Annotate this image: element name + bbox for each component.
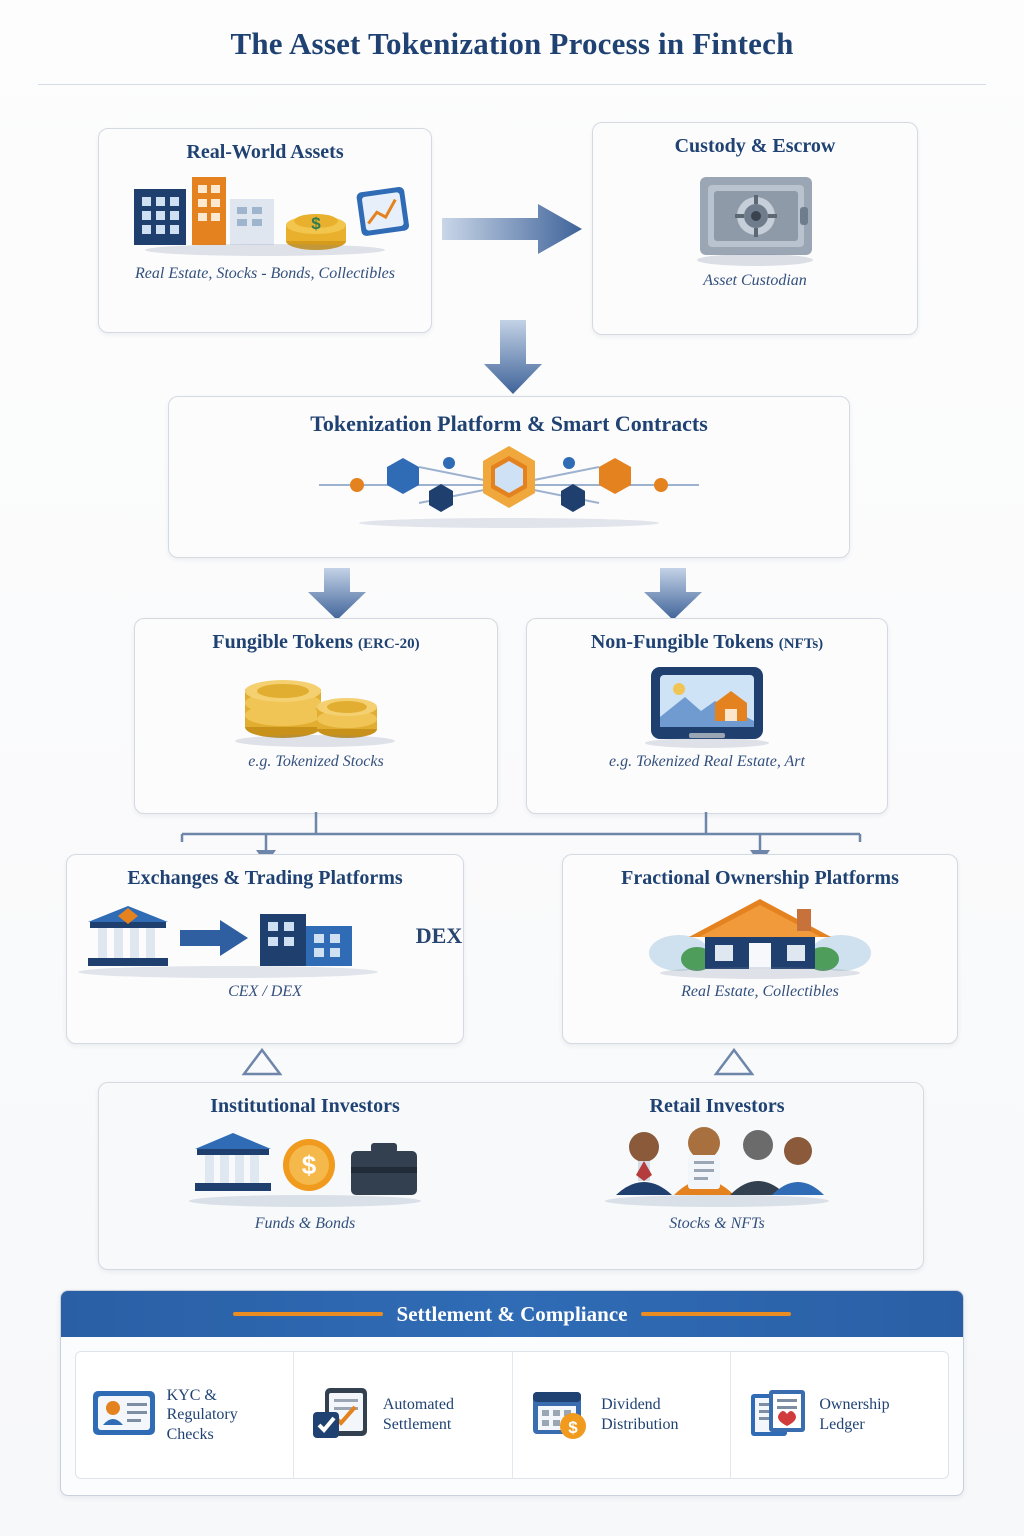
node-title: Institutional Investors	[210, 1095, 400, 1117]
node-title: Retail Investors	[649, 1095, 785, 1117]
node-title-main: Non-Fungible Tokens	[590, 631, 774, 653]
node-non-fungible-tokens[interactable]	[526, 618, 888, 814]
id-card-icon	[91, 1387, 157, 1444]
tablet-check-icon	[311, 1386, 373, 1445]
node-title	[135, 619, 497, 654]
node-title: Exchanges & Trading Platforms	[127, 867, 403, 889]
buildings-coins-icon	[99, 168, 431, 260]
title-divider	[38, 84, 986, 85]
node-institutional-investors[interactable]	[99, 1083, 511, 1269]
svg-text:$: $	[311, 214, 321, 233]
blockchain-network-icon	[169, 437, 849, 533]
node-caption: Funds & Bonds	[254, 1215, 356, 1232]
investors-group	[98, 1082, 924, 1270]
bank-to-exchange-icon	[67, 890, 463, 982]
node-caption: e.g. Tokenized Stocks	[248, 753, 384, 770]
svg-text:$: $	[301, 1150, 317, 1180]
node-caption: e.g. Tokenized Real Estate, Art	[609, 753, 805, 770]
node-title-sub: (ERC-20)	[357, 636, 420, 652]
header-rule-left	[233, 1312, 383, 1316]
node-title: Tokenization Platform & Smart Contracts	[310, 411, 708, 436]
node-retail-investors[interactable]	[511, 1083, 923, 1269]
node-caption: CEX / DEX	[228, 983, 302, 1000]
arrow-assets-to-custody	[440, 198, 586, 265]
settlement-item-ownership-ledger[interactable]	[730, 1352, 948, 1478]
svg-text:$: $	[568, 1417, 578, 1437]
arrow-assets-to-platform	[480, 318, 546, 401]
nft-screen-icon	[527, 656, 887, 752]
page-title: The Asset Tokenization Process in Fintech	[230, 26, 794, 61]
node-title	[527, 619, 887, 654]
coin-stacks-icon	[135, 656, 497, 752]
bank-dollar-briefcase-icon	[99, 1118, 511, 1214]
node-title-main: Fungible Tokens	[212, 631, 353, 653]
settlement-item-automated-settlement[interactable]	[293, 1352, 511, 1478]
settlement-item-label: Ownership Ledger	[819, 1396, 890, 1433]
node-fractional-ownership[interactable]	[562, 854, 958, 1044]
settlement-item-dividend[interactable]	[512, 1352, 730, 1478]
settlement-item-label: KYC & Regulatory Checks	[166, 1386, 238, 1443]
calendar-dollar-icon	[529, 1386, 591, 1445]
ledger-heart-icon	[747, 1386, 809, 1445]
node-title-sub: (NFTs)	[778, 636, 824, 652]
node-title: Real-World Assets	[186, 141, 344, 163]
house-icon	[563, 890, 957, 982]
node-fungible-tokens[interactable]	[134, 618, 498, 814]
node-caption: Asset Custodian	[703, 272, 807, 289]
node-title: Fractional Ownership Platforms	[621, 867, 899, 889]
node-tokenization-platform[interactable]	[168, 396, 850, 558]
header-rule-right	[641, 1312, 791, 1316]
settlement-compliance-panel	[60, 1290, 964, 1496]
settlement-items	[75, 1351, 949, 1479]
node-real-world-assets[interactable]	[98, 128, 432, 333]
safe-vault-icon	[593, 164, 917, 269]
settlement-header	[61, 1291, 963, 1337]
node-custody-escrow[interactable]	[592, 122, 918, 335]
settlement-header-label: Settlement & Compliance	[396, 1301, 628, 1326]
node-title: Custody & Escrow	[674, 135, 836, 157]
settlement-item-label: Automated Settlement	[382, 1396, 454, 1433]
node-caption: Stocks & NFTs	[669, 1215, 765, 1232]
node-caption: Real Estate, Stocks - Bonds, Collectibles	[135, 265, 395, 282]
dex-badge: DEX	[415, 923, 463, 948]
node-caption: Real Estate, Collectibles	[681, 983, 839, 1000]
settlement-item-kyc[interactable]	[76, 1352, 293, 1478]
settlement-item-label: Dividend Distribution	[601, 1396, 679, 1433]
node-exchanges-trading[interactable]	[66, 854, 464, 1044]
people-group-icon	[511, 1118, 923, 1214]
